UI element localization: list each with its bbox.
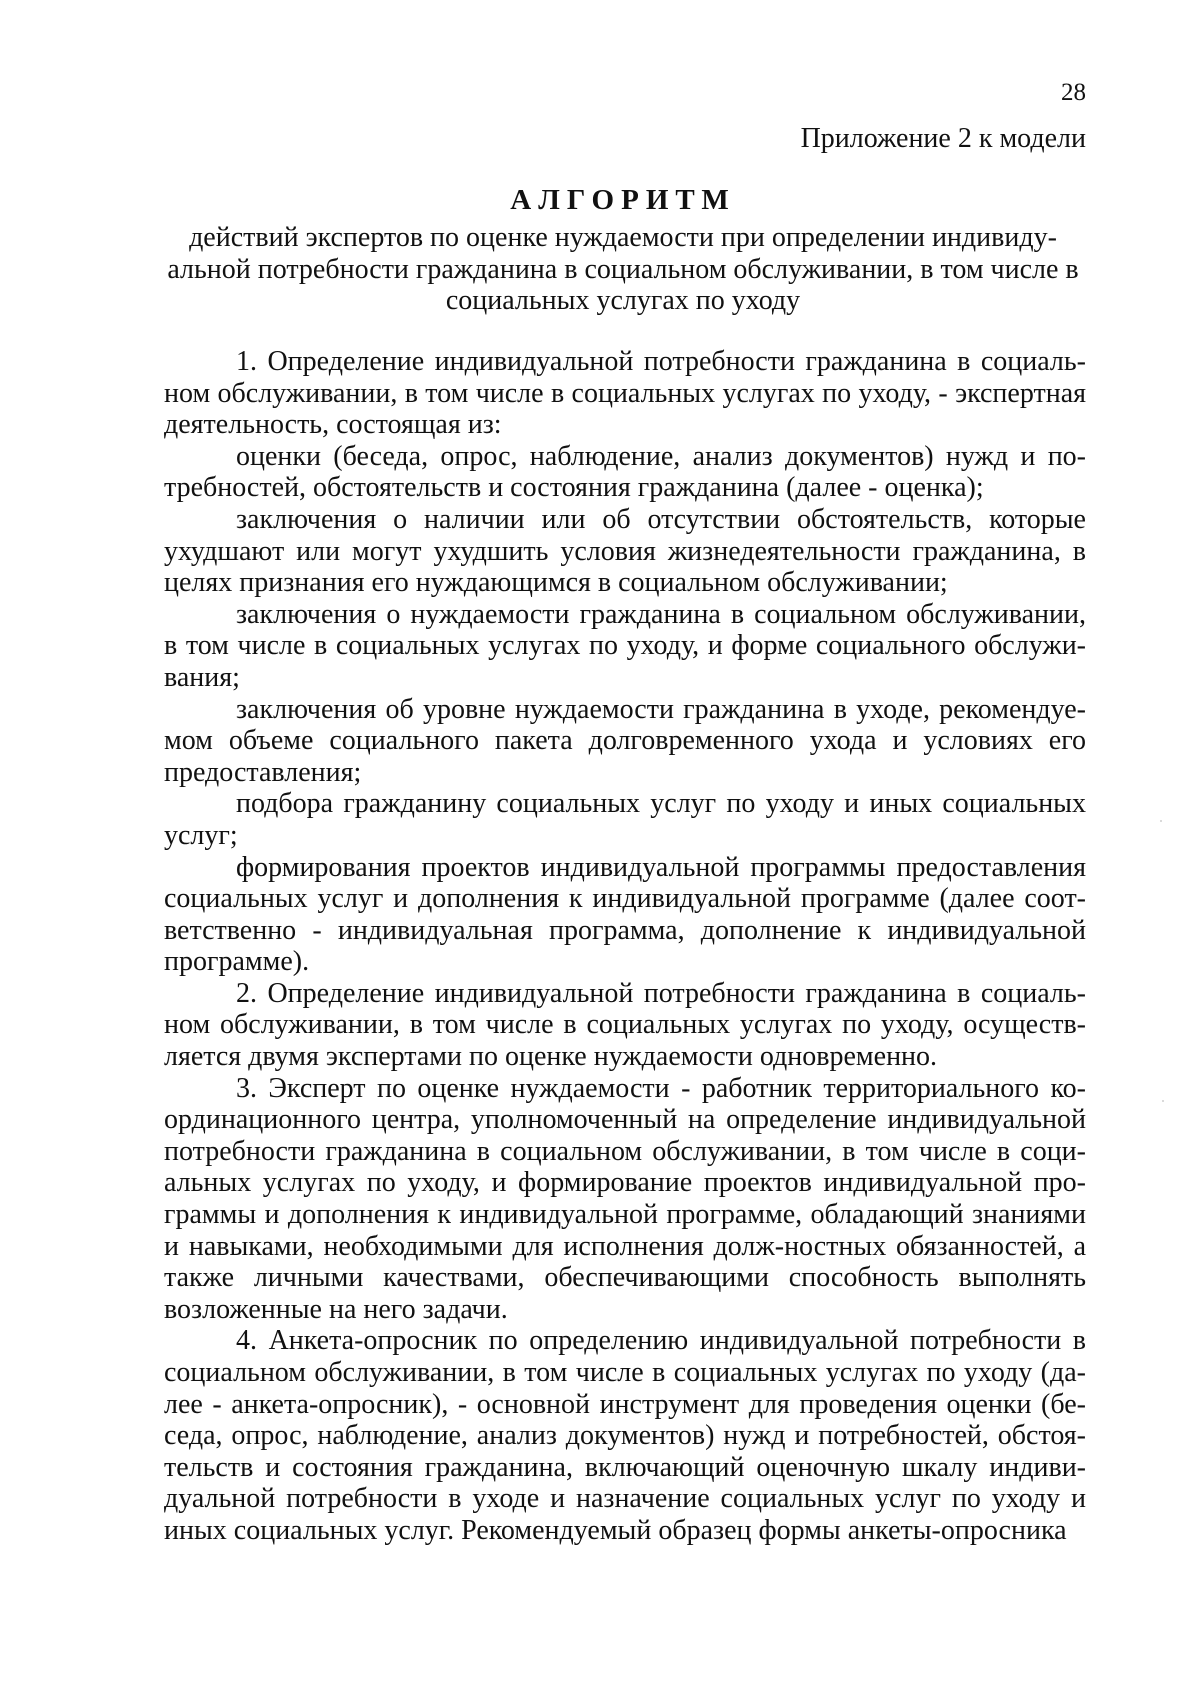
title-block (160, 182, 1086, 317)
annex-label: Приложение 2 к модели (800, 123, 1086, 154)
paragraph-service-selection: подбора гражданину социальных услуг по уходу и иных социальных услуг; (164, 788, 1086, 851)
paragraph-assessment: оценки (беседа, опрос, наблюдение, анализ документов) нужд и по-требностей, обстоятельств и состояния гражданина (далее - оценка); (164, 440, 1086, 504)
paragraph-3: 3. Эксперт по оценке нуждаемости - работник территориального ко-ординационного центра, уполномоченный на определение индивидуальной потребности гражданина в социальном обслуживании, в том числе в соци-альных услугах по уходу, и формирование проектов индивидуальной про-граммы и дополнения к индивидуальной программе, обладающий знаниями и навыками, необходимыми для исполнения долж-ностных обязанностей, а также личными качествами, обеспечивающими способность выполнять возложенные на него задачи. (164, 1072, 1086, 1325)
scan-speck (1160, 820, 1162, 822)
document-title: АЛГОРИТМ (510, 184, 736, 216)
document-subtitle: действий экспертов по оценке нуждаемости при определении индивиду-альной потребности гражданина в социальном обслуживании, в том числе в социальных услугах по уходу (167, 222, 1079, 316)
document-body (164, 346, 1086, 1547)
paragraph-4: 4. Анкета-опросник по определению индивидуальной потребности в социальном обслуживании, в том числе в социальных услугах по уходу (да-лее - анкета-опросник), - основной инструмент для проведения оценки (бе-седа, опрос, наблюдение, анализ документов) нужд и потребностей, обстоя-тельств и состояния гражданина, включающий оценочную шкалу индиви-дуальной потребности в уходе и назначение социальных услуг по уходу и иных социальных услуг. Рекомендуемый образец формы анкеты-опросника (164, 1325, 1086, 1546)
paragraph-conclusion-care-level: заключения об уровне нуждаемости гражданина в уходе, рекомендуе-мом объеме социального пакета долговременного ухода и условиях его предоставления; (164, 693, 1086, 788)
scan-speck (1162, 1100, 1164, 1102)
paragraph-conclusion-circumstances: заключения о наличии или об отсутствии обстоятельств, которые ухудшают или могут ухудшить условия жизнедеятельности гражданина, в целях признания его нуждающимся в социальном обслуживании; (164, 503, 1086, 599)
page-number: 28 (1061, 79, 1086, 106)
paragraph-1: 1. Определение индивидуальной потребности гражданина в социаль-ном обслуживании, в том числе в социальных услугах по уходу, - экспертная деятельность, состоящая из: (164, 346, 1086, 441)
paragraph-program-drafts: формирования проектов индивидуальной программы предоставления социальных услуг и дополнения к индивидуальной программе (далее соот-ветственно - индивидуальная программа, дополнение к индивидуальной программе). (164, 851, 1086, 978)
paragraph-2: 2. Определение индивидуальной потребности гражданина в социаль-ном обслуживании, в том числе в социальных услугах по уходу, осуществ-ляется двумя экспертами по оценке нуждаемости одновременно. (164, 977, 1086, 1073)
paragraph-conclusion-need: заключения о нуждаемости гражданина в социальном обслуживании, в том числе в социальных услугах по уходу, и форме социального обслужи-вания; (164, 598, 1086, 693)
